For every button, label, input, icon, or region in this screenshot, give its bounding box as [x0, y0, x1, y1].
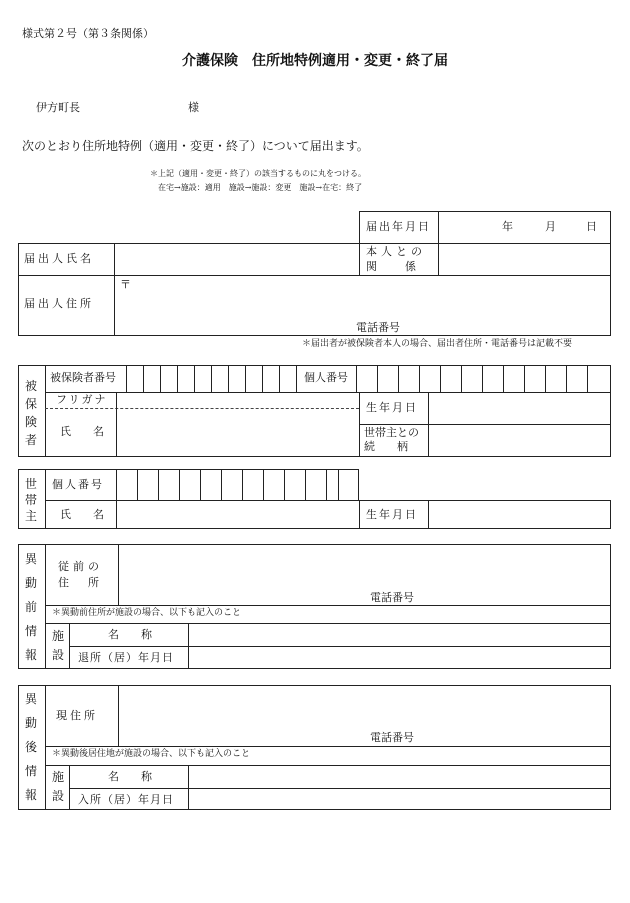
before-date-field[interactable] [190, 648, 609, 668]
insured-furigana-label: フリガナ [56, 393, 108, 406]
after-address-label: 現住所 [56, 709, 98, 722]
insured-relation-label-2: 続 柄 [364, 440, 408, 453]
note-circle: ＊上記（適用・変更・終了）の該当するものに丸をつける。 [150, 169, 366, 178]
insured-birth-field[interactable] [430, 393, 610, 423]
before-facility-label: 施 設 [51, 629, 64, 662]
insured-personal-label: 個人番号 [304, 371, 348, 384]
before-section-label: 異 動 前 情 報 [24, 552, 37, 662]
after-facility-name-field[interactable] [190, 767, 609, 787]
householder-name-label: 氏 名 [60, 508, 104, 521]
insured-section-label: 被 保 険 者 [24, 379, 37, 447]
addressee-honorific: 様 [188, 101, 199, 114]
before-address-label-1: 従前の [58, 560, 103, 573]
relation-label-2: 関 係 [366, 260, 418, 273]
form-title: 介護保険 住所地特例適用・変更・終了届 [182, 53, 448, 69]
householder-birth-label: 生年月日 [366, 508, 418, 521]
householder-personal-label: 個人番号 [52, 478, 104, 491]
applicant-address-label: 届出人住所 [24, 297, 94, 310]
after-section-label: 異 動 後 情 報 [24, 692, 37, 802]
householder-personal-field[interactable] [117, 470, 358, 500]
relation-label-1: 本人との [366, 245, 426, 258]
form-number: 様式第２号（第３条関係） [22, 27, 154, 40]
after-facility-label: 施 設 [51, 770, 64, 803]
insured-relation-label-1: 世帯主との [364, 426, 419, 439]
insured-number-label: 被保険者番号 [50, 371, 116, 384]
addressee-town: 伊方町長 [36, 101, 80, 114]
applicant-footnote: ＊届出者が被保険者本人の場合、届出者住所・電話番号は記載不要 [302, 339, 573, 349]
householder-birth-field[interactable] [430, 502, 610, 528]
before-facility-name-label: 名 称 [108, 628, 152, 641]
intro-text: 次のとおり住所地特例（適用・変更・終了）について届出ます。 [22, 139, 369, 153]
applicant-name-field[interactable] [116, 245, 357, 273]
insured-name-field[interactable] [118, 410, 358, 456]
after-address-field[interactable] [120, 687, 609, 729]
after-date-field[interactable] [190, 790, 609, 809]
applicant-name-label: 届出人氏名 [24, 252, 94, 265]
date-label: 届出年月日 [366, 220, 431, 233]
householder-name-field[interactable] [118, 502, 358, 528]
after-date-label: 入所（居）年月日 [78, 793, 174, 806]
postal-mark: 〒 [120, 278, 131, 291]
before-address-label-2: 住 所 [58, 576, 103, 589]
applicant-address-field[interactable] [116, 277, 609, 321]
insured-birth-label: 生年月日 [366, 401, 418, 414]
insured-furigana-field[interactable] [118, 393, 358, 407]
before-note: ＊異動前住所が施設の場合、以下も記入のこと [52, 608, 242, 618]
before-facility-name-field[interactable] [190, 625, 609, 645]
insured-name-label: 氏 名 [60, 425, 104, 438]
date-year[interactable]: 年 [502, 220, 513, 233]
before-date-label: 退所（居）年月日 [78, 651, 174, 664]
date-month[interactable]: 月 [545, 220, 556, 233]
insured-personal-field[interactable] [357, 366, 610, 391]
before-address-field[interactable] [120, 546, 609, 588]
after-phone-label: 電話番号 [370, 731, 414, 744]
relation-field[interactable] [440, 245, 609, 273]
applicant-phone-label: 電話番号 [356, 321, 400, 334]
after-facility-name-label: 名 称 [108, 770, 152, 783]
householder-section-label: 世 帯 主 [24, 477, 37, 523]
insured-number-field[interactable] [127, 366, 296, 391]
after-note: ＊異動後居住地が施設の場合、以下も記入のこと [52, 749, 251, 759]
before-phone-label: 電話番号 [370, 591, 414, 604]
note-transitions: 在宅→施設：適用 施設→施設：変更 施設→在宅：終了 [158, 183, 363, 192]
insured-relation-field[interactable] [430, 425, 610, 456]
date-day[interactable]: 日 [586, 220, 597, 233]
